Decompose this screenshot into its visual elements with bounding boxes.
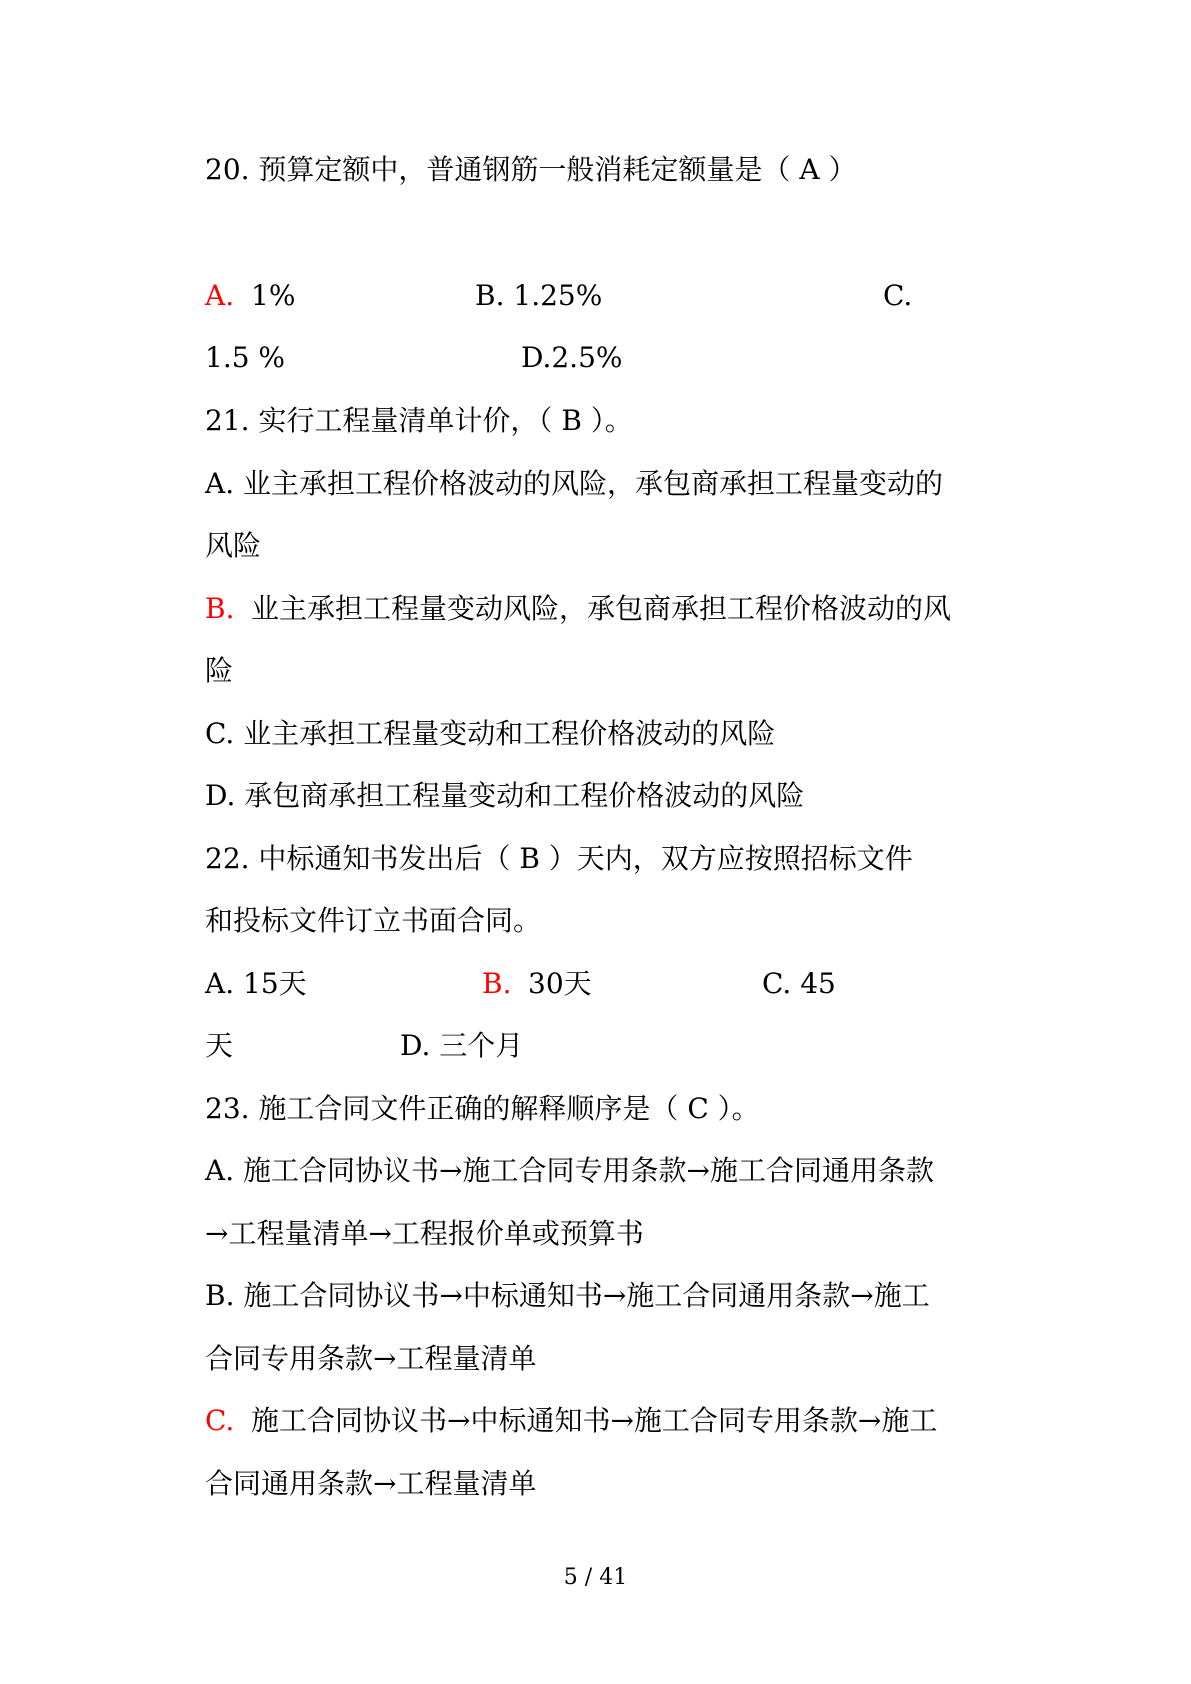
q22-option-b-letter: B. xyxy=(482,967,512,1000)
page-number: 5 / 41 xyxy=(563,1565,628,1590)
q23-option-b-line2: 合同专用条款→工程量清单 xyxy=(205,1342,537,1375)
q20-option-b: B. 1.25% xyxy=(475,279,603,312)
q21-option-a-line2: 风险 xyxy=(205,529,262,562)
q22-option-a: A. 15天 xyxy=(205,967,307,1000)
q21-option-b-letter: B. xyxy=(205,592,235,625)
q21-option-a-line1: A. 业主承担工程价格波动的风险，承包商承担工程量变动的 xyxy=(205,467,944,500)
q20-option-c-letter: C. xyxy=(883,279,913,312)
q20-option-a-letter: A. xyxy=(205,279,235,312)
q20-stem: 20. 预算定额中，普通钢筋一般消耗定额量是（ A ） xyxy=(205,153,857,186)
q23-option-a-line1: A. 施工合同协议书→施工合同专用条款→施工合同通用条款 xyxy=(205,1154,934,1187)
q23-option-a-line2: →工程量清单→工程报价单或预算书 xyxy=(205,1217,644,1250)
q23-stem: 23. 施工合同文件正确的解释顺序是（ C ）。 xyxy=(205,1092,760,1125)
q21-option-b-text: 业主承担工程量变动风险，承包商承担工程价格波动的风 xyxy=(251,592,952,625)
q22-option-c: C. 45 xyxy=(762,967,836,1000)
q21-option-b-line2: 险 xyxy=(205,654,234,687)
q20-option-a-text: 1% xyxy=(251,279,296,312)
q21-option-d: D. 承包商承担工程量变动和工程价格波动的风险 xyxy=(205,779,805,812)
q22-option-d: D. 三个月 xyxy=(400,1029,524,1062)
q20-option-d: D.2.5% xyxy=(521,341,623,374)
q23-option-c-letter: C. xyxy=(205,1404,235,1437)
q21-option-c: C. 业主承担工程量变动和工程价格波动的风险 xyxy=(205,717,776,750)
q23-option-c-line2: 合同通用条款→工程量清单 xyxy=(205,1467,537,1500)
q20-option-c-text: 1.5 % xyxy=(205,341,286,374)
q22-option-b-text: 30天 xyxy=(528,967,592,1000)
q21-stem: 21. 实行工程量清单计价，（ B ）。 xyxy=(205,404,633,437)
q22-stem-line2: 和投标文件订立书面合同。 xyxy=(205,904,542,937)
q22-option-c-unit: 天 xyxy=(205,1029,234,1062)
q23-option-c-text: 施工合同协议书→中标通知书→施工合同专用条款→施工 xyxy=(251,1404,938,1437)
q22-stem-line1: 22. 中标通知书发出后（ B ）天内，双方应按照招标文件 xyxy=(205,842,913,875)
q23-option-b-line1: B. 施工合同协议书→中标通知书→施工合同通用条款→施工 xyxy=(205,1279,930,1312)
